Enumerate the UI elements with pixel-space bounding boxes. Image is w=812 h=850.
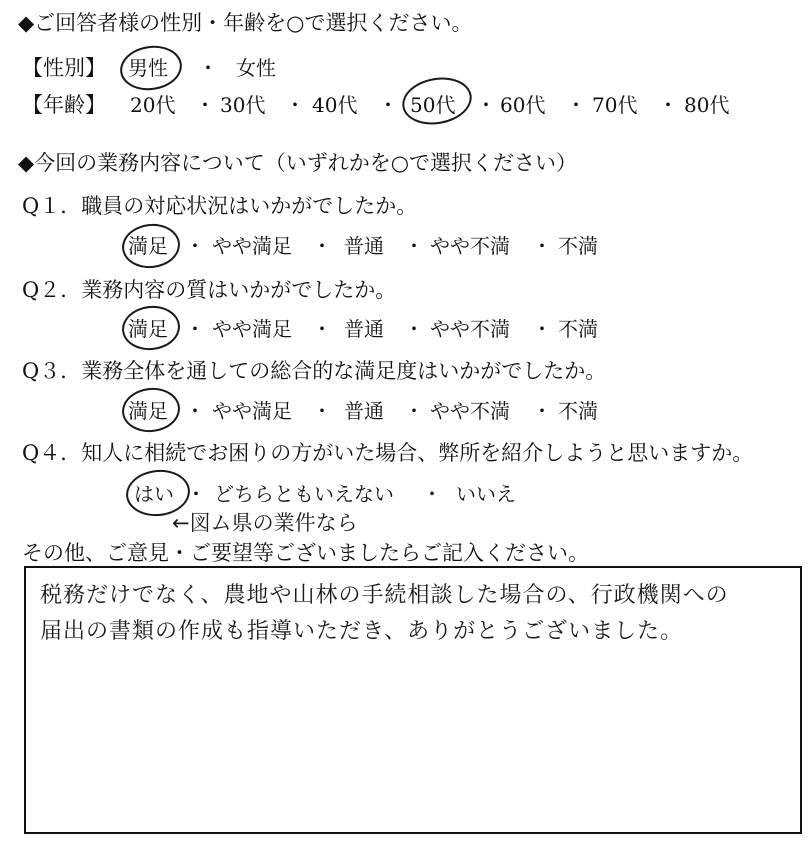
q4-handwritten-note: ←図ム県の業件なら [172, 511, 358, 535]
gender-option-female[interactable]: 女性 [236, 56, 276, 80]
q2-separator: ・ [185, 317, 205, 341]
section2-heading: ◆今回の業務内容について（いずれかを○で選択ください） [18, 151, 578, 175]
age-option-50[interactable]: 50代 [410, 93, 456, 117]
q1-option-somewhat-dissatisfied[interactable]: やや不満 [430, 234, 510, 258]
q2-option-neutral[interactable]: 普通 [344, 317, 384, 341]
question-q1: Q１．職員の対応状況はいかがでしたか。 [22, 194, 418, 218]
age-option-20[interactable]: 20代 [130, 93, 176, 117]
q1-separator: ・ [404, 234, 424, 258]
q1-separator: ・ [532, 234, 552, 258]
q4-separator: ・ [186, 482, 206, 506]
comments-handwritten-line-2: 届出の書類の作成も指導いただき、ありがとうございました。 [40, 619, 684, 644]
selection-circle-q2 [120, 303, 182, 353]
q3-separator: ・ [312, 399, 332, 423]
age-label: 【年齢】 [22, 93, 106, 117]
q1-option-neutral[interactable]: 普通 [344, 234, 384, 258]
age-separator: ・ [378, 93, 398, 117]
q1-separator: ・ [312, 234, 332, 258]
q4-option-no[interactable]: いいえ [456, 482, 516, 506]
q1-option-somewhat-satisfied[interactable]: やや満足 [212, 234, 292, 258]
q1-separator: ・ [185, 234, 205, 258]
age-separator: ・ [285, 93, 305, 117]
q2-separator: ・ [532, 317, 552, 341]
comments-label: その他、ご意見・ご要望等ございましたらご記入ください。 [22, 541, 589, 565]
age-separator: ・ [195, 93, 215, 117]
age-separator: ・ [566, 93, 586, 117]
q3-separator: ・ [404, 399, 424, 423]
q3-option-dissatisfied[interactable]: 不満 [558, 399, 598, 423]
age-separator: ・ [658, 93, 678, 117]
gender-option-male[interactable]: 男性 [128, 56, 168, 80]
age-option-60[interactable]: 60代 [500, 93, 546, 117]
gender-label: 【性別】 [22, 56, 106, 80]
selection-circle-q1 [120, 221, 182, 271]
selection-circle-50 [399, 72, 476, 129]
q4-option-neither[interactable]: どちらともいえない [214, 482, 394, 506]
age-option-80[interactable]: 80代 [684, 93, 730, 117]
q2-option-somewhat-dissatisfied[interactable]: やや不満 [430, 317, 510, 341]
q2-separator: ・ [404, 317, 424, 341]
q3-option-somewhat-dissatisfied[interactable]: やや不満 [430, 399, 510, 423]
q3-option-satisfied[interactable]: 満足 [128, 399, 168, 423]
age-separator: ・ [476, 93, 496, 117]
age-option-30[interactable]: 30代 [220, 93, 266, 117]
q3-option-neutral[interactable]: 普通 [344, 399, 384, 423]
question-q3: Q３．業務全体を通しての総合的な満足度はいかがでしたか。 [22, 359, 607, 383]
q1-option-satisfied[interactable]: 満足 [128, 234, 168, 258]
q3-separator: ・ [532, 399, 552, 423]
q3-option-somewhat-satisfied[interactable]: やや満足 [212, 399, 292, 423]
q2-option-dissatisfied[interactable]: 不満 [558, 317, 598, 341]
selection-circle-male [117, 42, 185, 94]
q3-separator: ・ [185, 399, 205, 423]
age-option-70[interactable]: 70代 [592, 93, 638, 117]
q2-separator: ・ [312, 317, 332, 341]
question-q2: Q２．業務内容の質はいかがでしたか。 [22, 278, 397, 302]
selection-circle-q3 [120, 385, 182, 435]
comments-handwritten-line-1: 税務だけでなく、農地や山林の手続相談した場合の、行政機関への [40, 583, 729, 608]
q4-option-yes[interactable]: はい [134, 482, 174, 506]
q1-option-dissatisfied[interactable]: 不満 [558, 234, 598, 258]
question-q4: Q４．知人に相続でお困りの方がいた場合、弊所を紹介しようと思いますか。 [22, 441, 754, 465]
gender-separator: ・ [198, 56, 218, 80]
comments-box[interactable] [24, 566, 802, 834]
q4-separator: ・ [422, 482, 442, 506]
q2-option-satisfied[interactable]: 満足 [128, 317, 168, 341]
age-option-40[interactable]: 40代 [312, 93, 358, 117]
q2-option-somewhat-satisfied[interactable]: やや満足 [212, 317, 292, 341]
section1-heading: ◆ご回答者様の性別・年齢を○で選択ください。 [18, 11, 473, 35]
